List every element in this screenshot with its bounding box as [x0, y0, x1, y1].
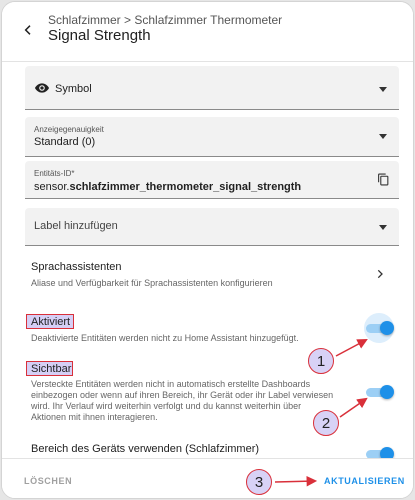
voice-assistants-title: Sprachassistenten — [31, 261, 122, 273]
device-area-title: Bereich des Geräts verwenden (Schlafzimmer) — [31, 443, 260, 455]
breadcrumb[interactable]: Schlafzimmer > Schlafzimmer Thermometer — [48, 13, 283, 27]
visible-description-line: wird. Ihr Verlauf wird weiterhin verfolgt und du kannst weiterhin über — [31, 401, 302, 411]
annotation-arrows — [2, 63, 413, 458]
enabled-title: Aktiviert — [31, 316, 71, 328]
visible-description-line: Aktionen mit ihnen interagieren. — [31, 412, 158, 422]
annotation-arrow-3 — [275, 481, 315, 482]
annotation-arrow-1 — [336, 340, 366, 356]
annotation-arrow-2 — [340, 399, 366, 417]
dialog-footer — [2, 458, 413, 499]
enabled-description: Deaktivierte Entitäten werden nicht zu Home Assistant hinzugefügt. — [31, 333, 299, 343]
chevron-left-icon — [21, 23, 35, 37]
dialog-content[interactable] — [2, 63, 413, 458]
entity-settings-dialog — [1, 1, 414, 499]
dialog-title: Signal Strength — [48, 27, 151, 44]
visible-description-line: Versteckte Entitäten werden nicht in automatisch erstellte Dashboards — [31, 379, 311, 389]
annotation-badge-2: 2 — [313, 410, 339, 436]
precision-value: Standard (0) — [34, 136, 96, 148]
back-button[interactable] — [14, 16, 42, 44]
entity-id-prefix: sensor. — [34, 181, 70, 193]
entity-id-object: schlafzimmer_thermometer_signal_strength — [69, 181, 302, 193]
visible-title: Sichtbar — [31, 363, 72, 375]
labels-placeholder: Label hinzufügen — [34, 220, 118, 232]
voice-assistants-description: Aliase und Verfügbarkeit für Sprachassistenten konfigurieren — [31, 278, 273, 288]
update-button[interactable]: AKTUALISIEREN — [324, 476, 405, 486]
annotation-badge-3: 3 — [246, 469, 272, 495]
visible-description-line: einbezogen oder wenn auf ihren Bereich, ihr Gerät oder ihr Label verwiesen — [31, 390, 334, 400]
annotation-badge-1: 1 — [308, 348, 334, 374]
precision-label: Anzeigegenauigkeit — [34, 125, 104, 134]
dialog-header — [2, 2, 413, 62]
icon-select-value: Symbol — [55, 83, 92, 95]
delete-button[interactable]: LÖSCHEN — [24, 476, 73, 486]
entity-id-label: Entitäts-ID* — [34, 169, 75, 178]
